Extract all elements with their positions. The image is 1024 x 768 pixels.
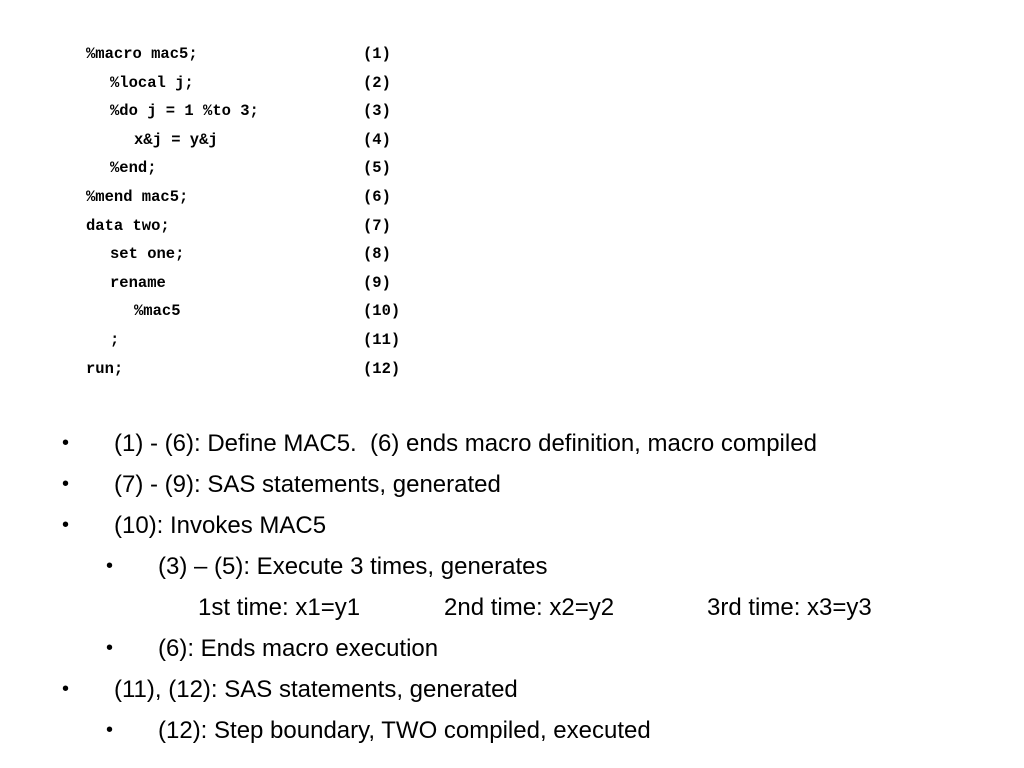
bullet-marker: • [62, 514, 70, 536]
bullet-marker: • [106, 555, 114, 577]
bullet-text: (11), (12): SAS statements, generated [114, 676, 518, 703]
bullet-text: (6): Ends macro execution [158, 635, 439, 662]
sas-code-listing [86, 40, 401, 383]
code-text: set one; [110, 245, 185, 264]
bullet-text: (1) - (6): Define MAC5. (6) ends macro definition, macro compiled [114, 430, 817, 457]
line-number: (10) [363, 302, 401, 321]
bullet-marker: • [106, 637, 114, 659]
line-number: (11) [363, 330, 401, 349]
code-line [86, 40, 391, 69]
code-text: ; [110, 330, 120, 349]
bullet-marker: • [106, 719, 114, 741]
bullet-text: (10): Invokes MAC5 [114, 512, 327, 539]
code-line [86, 69, 391, 98]
line-number: (6) [363, 187, 391, 206]
code-line [86, 183, 391, 212]
sub-bullet-item [0, 710, 1024, 751]
code-text: %do j = 1 %to 3; [110, 102, 259, 121]
code-text: %macro mac5; [86, 45, 198, 63]
code-text: run; [86, 359, 124, 378]
code-text: data two; [86, 216, 170, 235]
line-number: (12) [363, 359, 401, 378]
line-number: (3) [363, 102, 391, 121]
code-text: %mac5 [134, 302, 181, 321]
bullet-text: (12): Step boundary, TWO compiled, executed [158, 717, 651, 744]
code-line [86, 212, 391, 241]
bullet-text: (3) – (5): Execute 3 times, generates [158, 553, 548, 580]
code-text: %mend mac5; [86, 187, 189, 206]
code-text: %local j; [110, 73, 194, 92]
line-number: (5) [363, 159, 391, 178]
line-number: (9) [363, 273, 391, 292]
bullet-item [0, 464, 1024, 505]
sub-bullet-item [0, 546, 1024, 587]
code-line [86, 97, 391, 126]
bullet-marker: • [62, 432, 70, 454]
code-line [86, 355, 401, 384]
bullet-item [0, 669, 1024, 710]
line-number: (4) [363, 130, 391, 149]
line-number: (8) [363, 245, 391, 264]
iteration-2-text: 2nd time: x2=y2 [444, 594, 615, 621]
bullet-item [0, 423, 1024, 464]
explanation-bullet-list [0, 423, 1024, 751]
bullet-item [0, 505, 1024, 546]
code-line [86, 154, 391, 183]
iteration-3-text: 3rd time: x3=y3 [707, 594, 872, 621]
bullet-marker: • [62, 678, 70, 700]
bullet-continuation [0, 587, 1024, 628]
code-text: %end; [110, 159, 157, 178]
line-number: (1) [363, 45, 391, 63]
code-line [86, 326, 401, 355]
bullet-text: (7) - (9): SAS statements, generated [114, 471, 501, 498]
sub-bullet-item [0, 628, 1024, 669]
bullet-marker: • [62, 473, 70, 495]
line-number: (7) [363, 216, 391, 235]
code-line [86, 126, 391, 155]
iteration-1-text: 1st time: x1=y1 [198, 594, 361, 621]
code-line [86, 240, 391, 269]
code-text: x&j = y&j [134, 130, 218, 149]
code-line [86, 269, 391, 298]
code-line [86, 297, 401, 326]
line-number: (2) [363, 73, 391, 92]
code-text: rename [110, 273, 166, 292]
